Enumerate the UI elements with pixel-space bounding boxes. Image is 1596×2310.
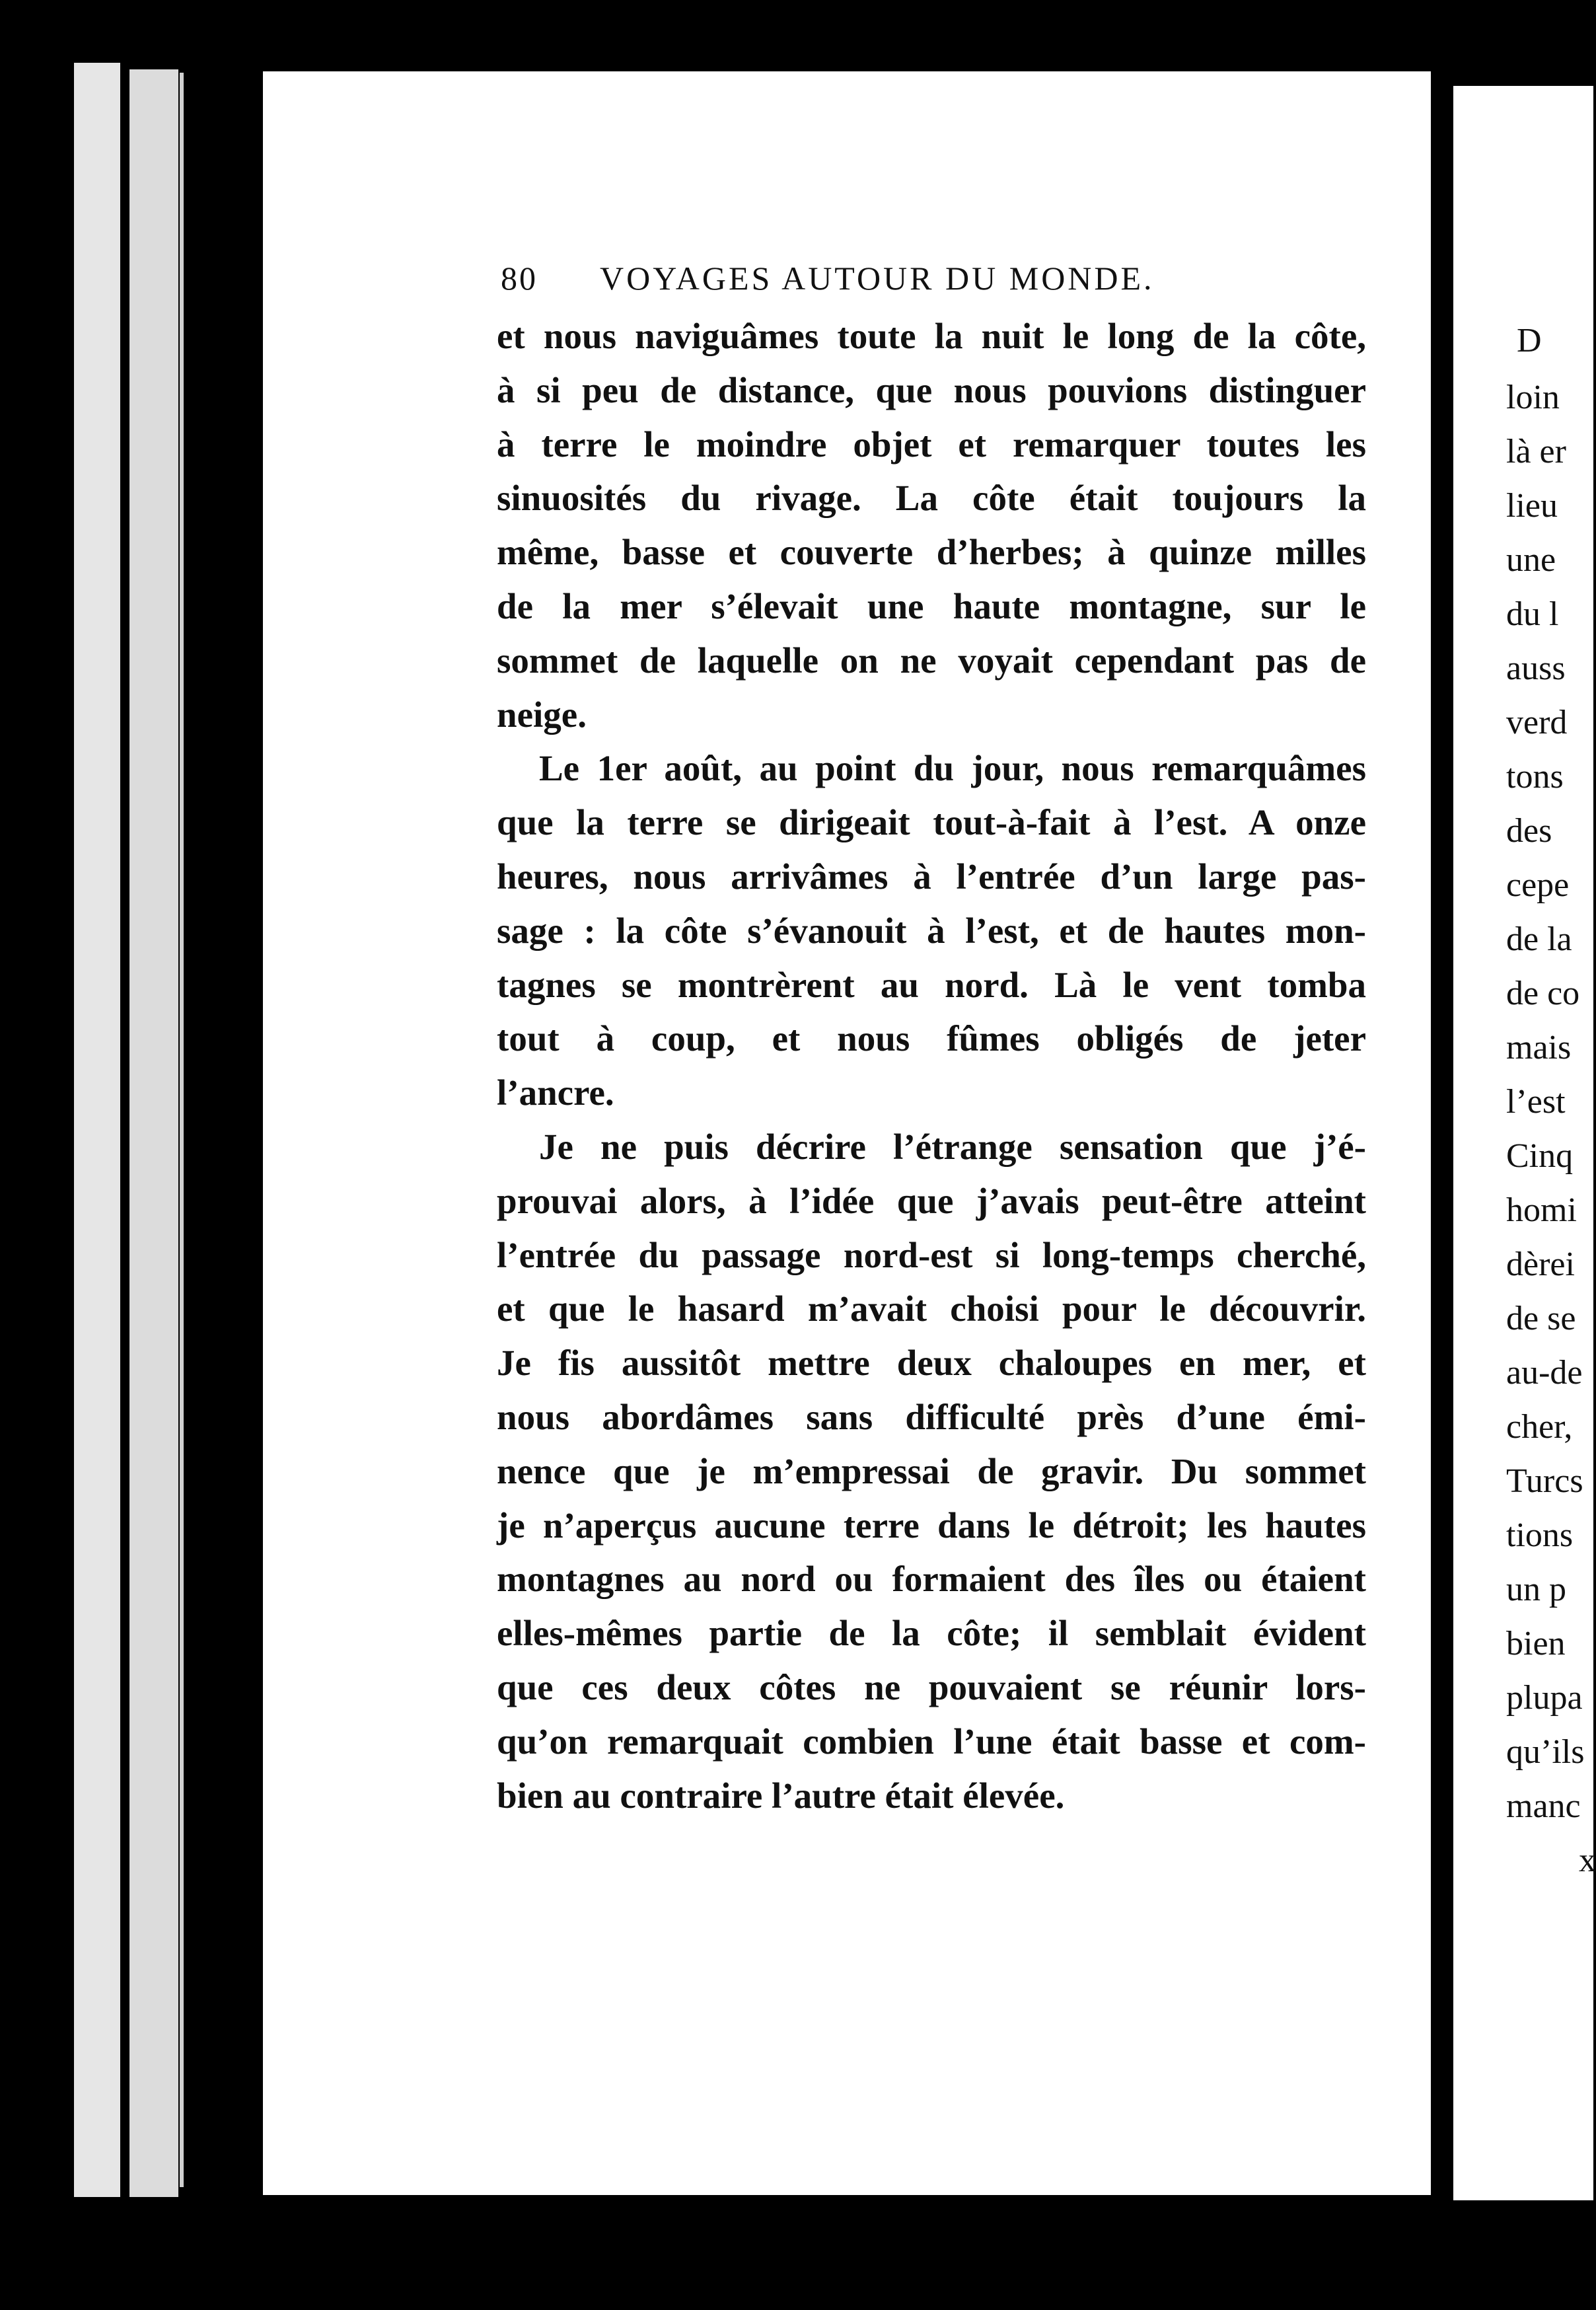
text-line: sinuosités du rivage. La côte était toujours la: [497, 478, 1366, 519]
next-page-fragment: du l: [1506, 595, 1559, 633]
text-line: sage : la côte s’évanouit à l’est, et de hautes mon-: [497, 910, 1366, 951]
next-page-fragment: tions: [1506, 1516, 1574, 1554]
text-line: et que le hasard m’avait choisi pour le découvrir.: [497, 1288, 1366, 1329]
next-page-fragment: là er: [1506, 433, 1566, 470]
page-edge-outer: [74, 63, 120, 2197]
text-line: l’ancre.: [497, 1072, 614, 1113]
text-line: Je ne puis décrire l’étrange sensation que j’é-: [539, 1126, 1366, 1167]
text-line: neige.: [497, 694, 587, 735]
next-page-fragment: x: [1579, 1842, 1596, 1879]
text-line: à si peu de distance, que nous pouvions distinguer: [497, 369, 1366, 410]
text-line: Le 1er août, au point du jour, nous remarquâmes: [539, 748, 1366, 789]
body-text: [497, 309, 1366, 1822]
page-number: 80: [501, 260, 538, 297]
next-page-fragment: mais: [1506, 1029, 1572, 1066]
next-page-fragment: tons: [1506, 758, 1564, 796]
next-page-fragment: au-de: [1506, 1354, 1583, 1392]
text-line: que ces deux côtes ne pouvaient se réunir lors-: [497, 1666, 1366, 1707]
text-line: l’entrée du passage nord-est si long-temps cherché,: [497, 1234, 1366, 1275]
text-line: nence que je m’empressai de gravir. Du sommet: [497, 1450, 1366, 1491]
next-page-fragment: de la: [1506, 920, 1572, 958]
next-page-fragment: manc: [1506, 1787, 1581, 1825]
next-page-fragment: loin: [1506, 379, 1560, 416]
text-line: montagnes au nord ou formaient des îles ou étaient: [497, 1559, 1366, 1600]
text-line: elles-mêmes partie de la côte; il semblait évident: [497, 1613, 1366, 1654]
text-line: tout à coup, et nous fûmes obligés de jeter: [497, 1018, 1366, 1059]
text-line: je n’aperçus aucune terre dans le détroit; les hautes: [497, 1505, 1366, 1546]
page-edge-inner: [129, 69, 178, 2197]
next-page-fragment: dèrei: [1506, 1246, 1575, 1283]
text-line: que la terre se dirigeait tout-à-fait à l’est. A onze: [497, 802, 1366, 843]
text-line: sommet de laquelle on ne voyait cependant pas de: [497, 640, 1366, 681]
next-page-fragment: auss: [1506, 650, 1566, 687]
next-page-fragment: un p: [1506, 1571, 1566, 1608]
running-title: VOYAGES AUTOUR DU MONDE.: [600, 260, 1155, 297]
next-page-fragment: D: [1517, 322, 1542, 359]
text-line: et nous naviguâmes toute la nuit le long de la côte,: [497, 316, 1366, 356]
next-page-fragment: qu’ils: [1506, 1733, 1585, 1771]
next-page-fragment: Turcs: [1506, 1462, 1583, 1500]
next-page-fragment: cher,: [1506, 1408, 1573, 1446]
text-line: bien au contraire l’autre était élevée.: [497, 1775, 1065, 1816]
text-line: à terre le moindre objet et remarquer toutes les: [497, 424, 1366, 465]
text-line: de la mer s’élevait une haute montagne, sur le: [497, 585, 1366, 626]
next-page-fragment: bien: [1506, 1625, 1566, 1662]
text-line: Je fis aussitôt mettre deux chaloupes en mer, et: [497, 1343, 1366, 1384]
next-page-fragment: une: [1506, 541, 1556, 579]
next-page-fragment: de co: [1506, 975, 1580, 1012]
text-line: même, basse et couverte d’herbes; à quinze milles: [497, 532, 1366, 573]
next-page-fragment: cepe: [1506, 866, 1570, 904]
next-page-fragment: lieu: [1506, 487, 1558, 525]
text-line: tagnes se montrèrent au nord. Là le vent tomba: [497, 964, 1366, 1005]
next-page-fragment: de se: [1506, 1300, 1576, 1337]
text-line: prouvai alors, à l’idée que j’avais peut-être atteint: [497, 1180, 1366, 1221]
running-header: [501, 259, 1234, 299]
next-page-fragment: plupa: [1506, 1679, 1583, 1717]
text-line: nous abordâmes sans difficulté près d’une émi-: [497, 1396, 1366, 1437]
page-edge-line: [180, 73, 184, 2187]
text-line: qu’on remarquait combien l’une était basse et com-: [497, 1721, 1366, 1762]
text-line: heures, nous arrivâmes à l’entrée d’un large pas-: [497, 856, 1366, 897]
next-page-fragment: homi: [1506, 1191, 1577, 1229]
next-page-fragment: Cinq: [1506, 1137, 1574, 1175]
next-page-fragment: verd: [1506, 704, 1568, 741]
next-page-fragment: des: [1506, 812, 1552, 850]
next-page-fragment: l’est: [1506, 1083, 1566, 1121]
next-page-edge: [1453, 86, 1596, 2200]
